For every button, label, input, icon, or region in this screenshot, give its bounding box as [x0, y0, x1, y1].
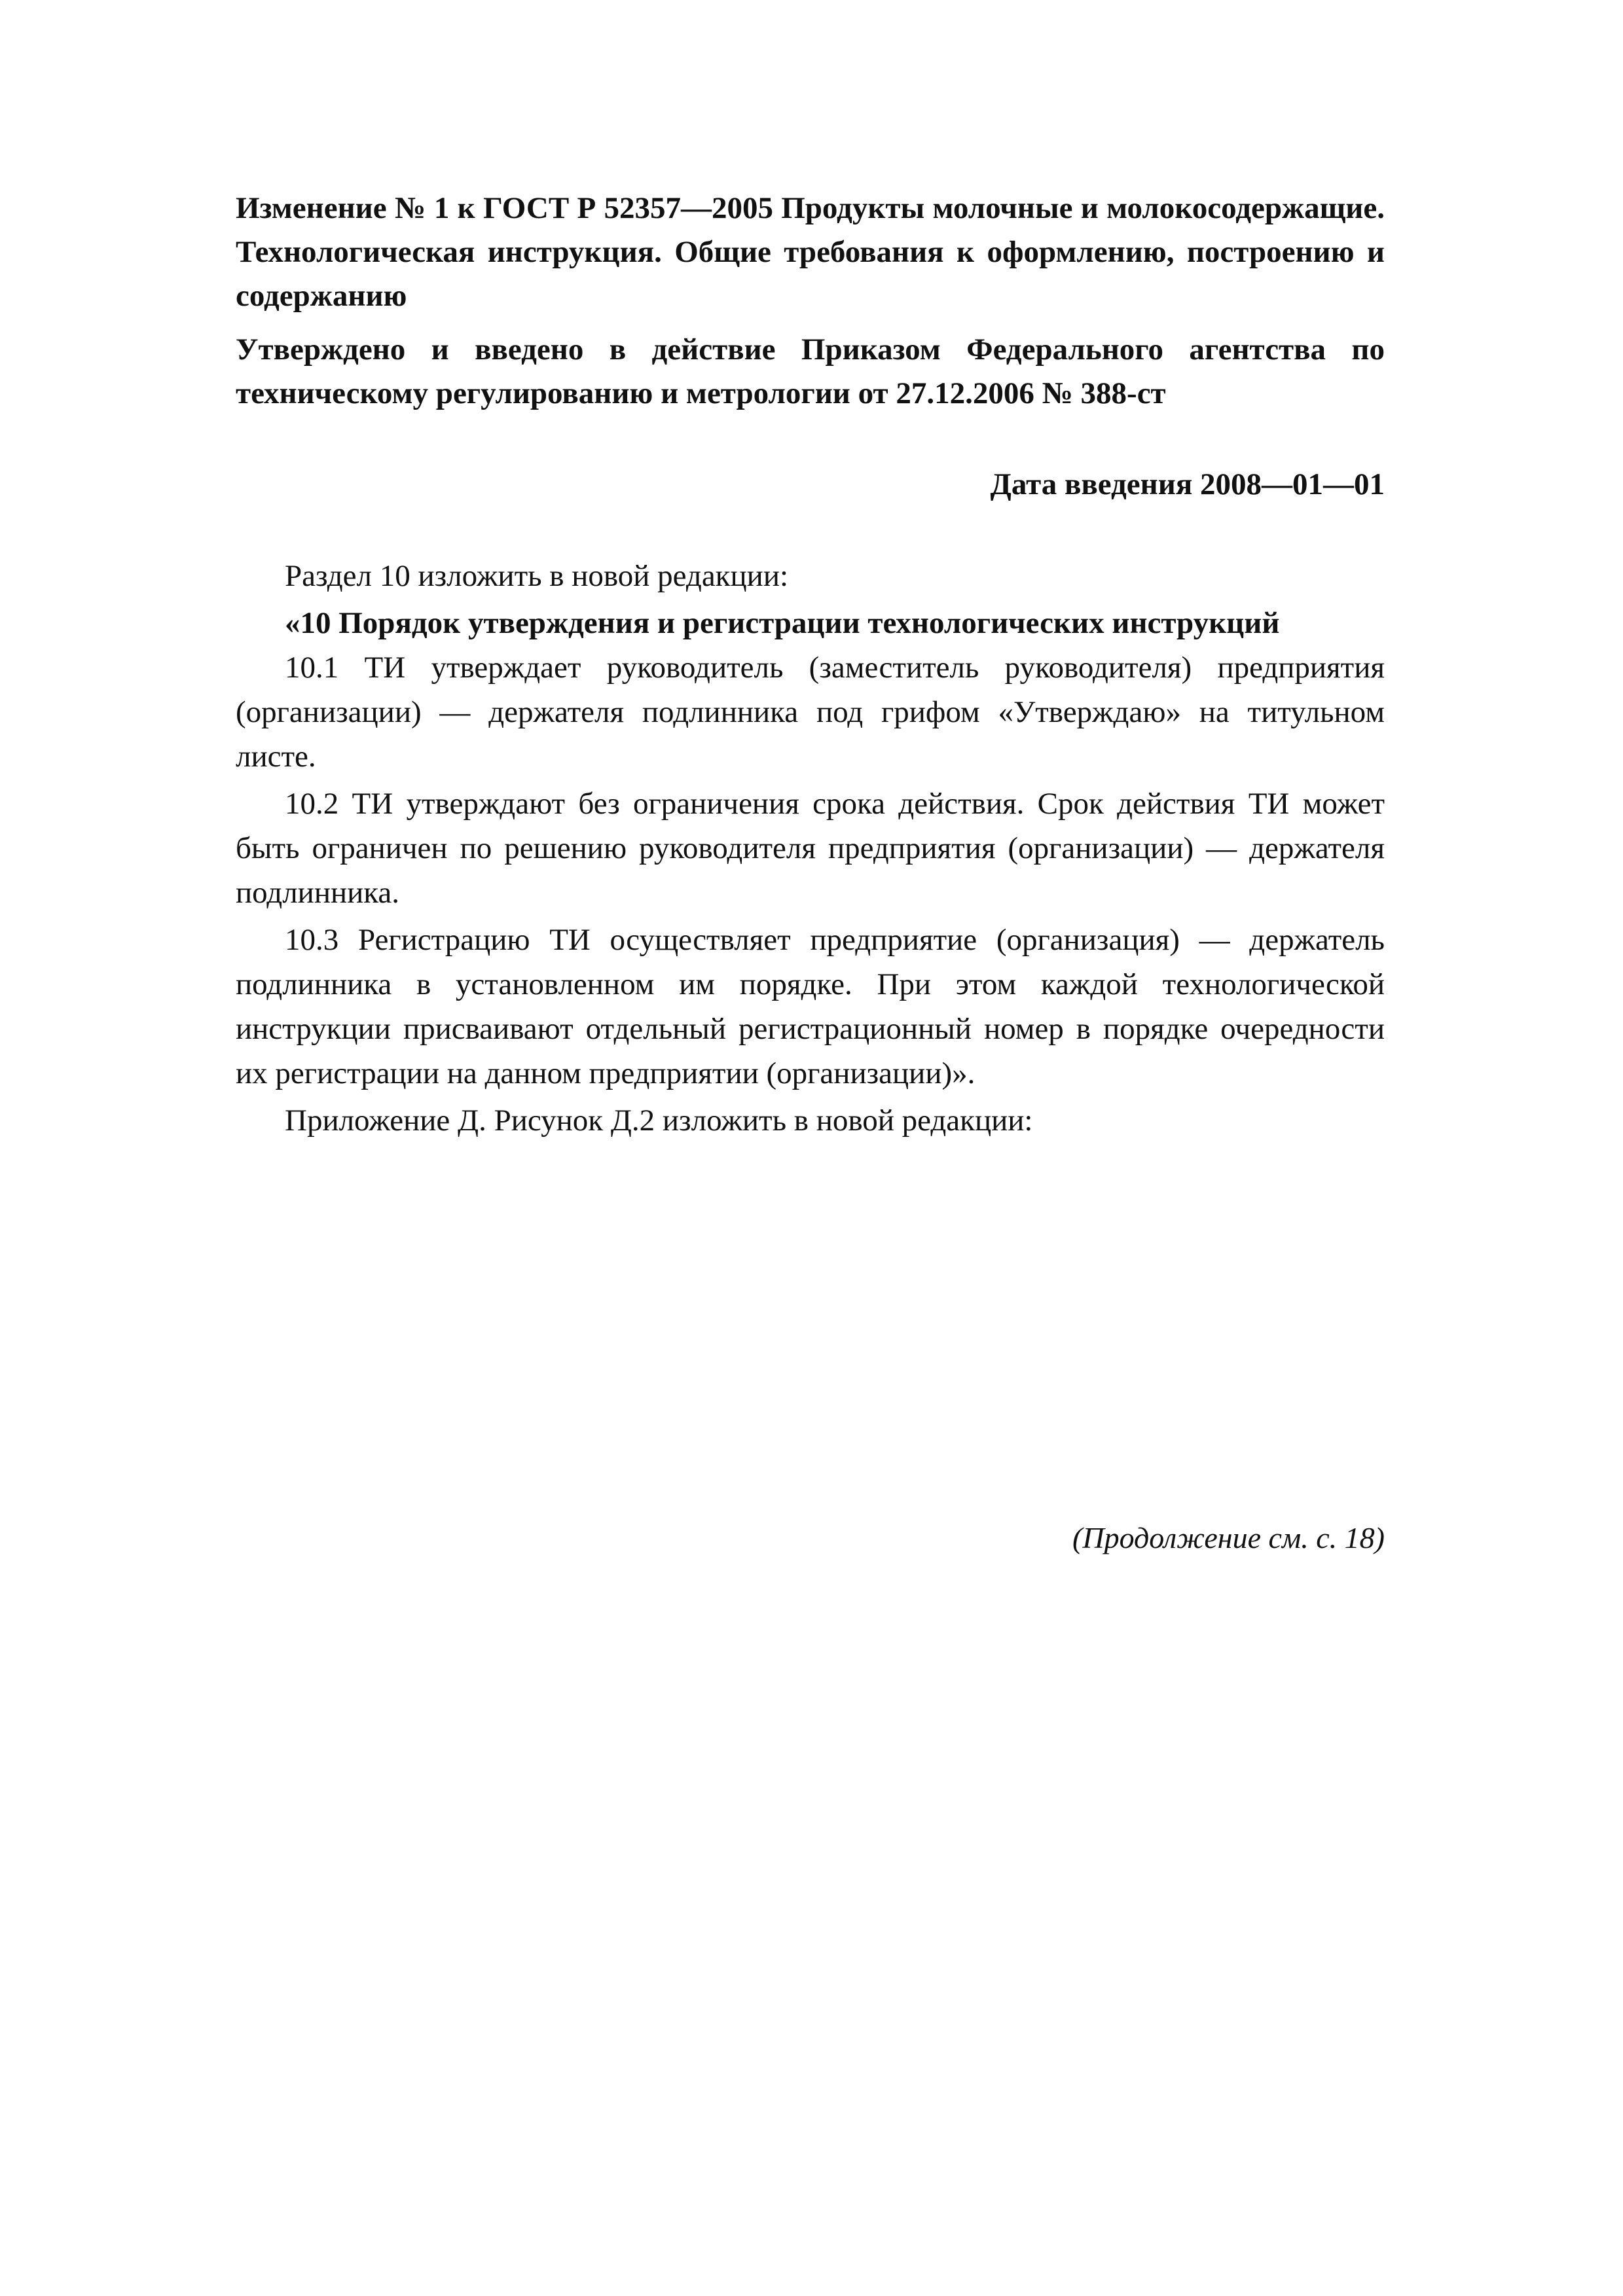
paragraph-10-2: 10.2 ТИ утверждают без ограничения срока действия. Срок действия ТИ может быть ограничен по решению руководителя предприятия (организации) — держателя подлинника. — [236, 787, 1385, 910]
paragraph-10-3: 10.3 Регистрацию ТИ осуществляет предприятие (организация) — держатель подлинника в установленном им порядке. При этом каждой технологической инструкции присваивают отдельный регистрационный номер в порядке очередности их регистрации на данном предприятии (организации)». — [236, 923, 1385, 1090]
section-intro: Раздел 10 изложить в новой редакции: — [285, 559, 789, 593]
amendment-title: Изменение № 1 к ГОСТ Р 52357—2005 Продукты молочные и молокосодержащие. Технологическая инструкция. Общие требования к оформлению, построению и содержанию — [236, 191, 1385, 313]
document-content — [236, 187, 1385, 1143]
section-heading: «10 Порядок утверждения и регистрации технологических инструкций — [285, 606, 1280, 640]
approval-statement: Утверждено и введено в действие Приказом Федерального агентства по техническому регулированию и метрологии от 27.12.2006 № 388-ст — [236, 332, 1385, 410]
appendix-note: Приложение Д. Рисунок Д.2 изложить в новой редакции: — [285, 1103, 1033, 1138]
effective-date: Дата введения 2008—01—01 — [990, 467, 1385, 501]
paragraph-10-1: 10.1 ТИ утверждает руководитель (заместитель руководителя) предприятия (организации) — держателя подлинника под грифом «Утверждаю» на титульном листе. — [236, 651, 1385, 774]
continuation-note: (Продолжение см. с. 18) — [1072, 1521, 1385, 1554]
